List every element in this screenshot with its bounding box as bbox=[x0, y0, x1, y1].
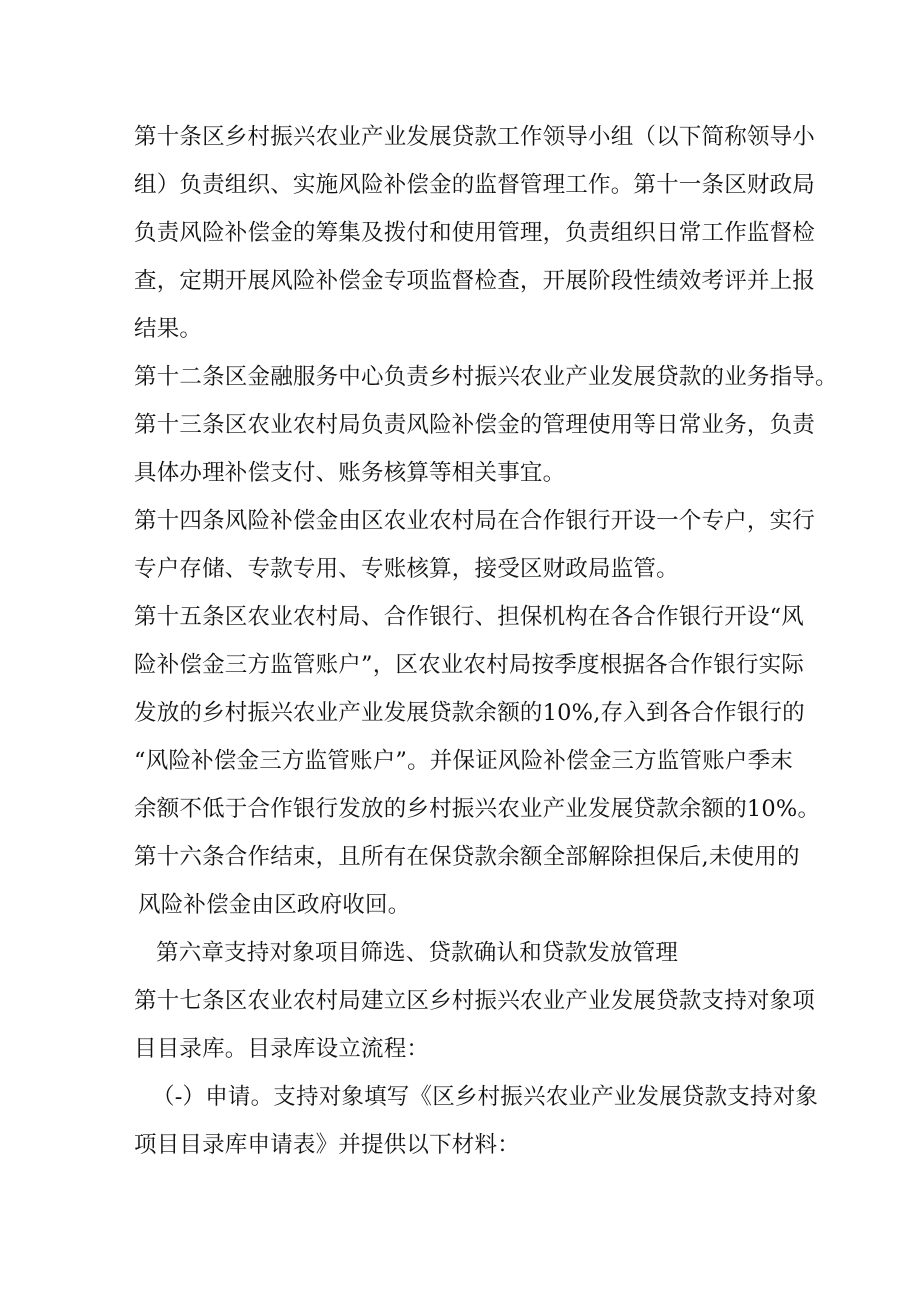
text-line: 第十二条区金融服务中心负责乡村振兴农业产业发展贷款的业务指导。 bbox=[134, 364, 838, 390]
text-line: 风险补偿金由区政府收回。 bbox=[138, 892, 411, 918]
text-line: 负责风险补偿金的筹集及拨付和使用管理，负责组织日常工作监督检 bbox=[134, 220, 816, 246]
text-line: 目目录库。目录库设立流程： bbox=[134, 1036, 430, 1062]
text-line: 查，定期开展风险补偿金专项监督检查，开展阶段性绩效考评并上报 bbox=[134, 268, 816, 294]
text-line: 第十七条区农业农村局建立区乡村振兴农业产业发展贷款支持对象项 bbox=[134, 988, 816, 1014]
text-line: 项目目录库申请表》并提供以下材料： bbox=[134, 1132, 520, 1158]
document-body bbox=[134, 113, 838, 1169]
text-line: 险补偿金三方监管账户”，区农业农村局按季度根据各合作银行实际 bbox=[134, 652, 805, 678]
chapter-heading: 第六章支持对象项目筛选、贷款确认和贷款发放管理 bbox=[156, 940, 679, 966]
text-line: 第十六条合作结束，且所有在保贷款余额全部解除担保后,未使用的 bbox=[134, 844, 800, 870]
text-line: 专户存储、专款专用、专账核算，接受区财政局监管。 bbox=[134, 556, 679, 582]
text-line: 发放的乡村振兴农业产业发展贷款余额的10%,存入到各合作银行的 bbox=[134, 700, 805, 726]
text-line: 结果。 bbox=[134, 316, 203, 342]
text-line: “风险补偿金三方监管账户”。并保证风险补偿金三方监管账户季末 bbox=[134, 748, 794, 774]
text-line: 第十四条风险补偿金由区农业农村局在合作银行开设一个专户，实行 bbox=[134, 508, 816, 534]
text-line: 组）负责组织、实施风险补偿金的监督管理工作。第十一条区财政局 bbox=[134, 172, 816, 198]
text-line: 第十条区乡村振兴农业产业发展贷款工作领导小组（以下简称领导小 bbox=[134, 124, 816, 150]
text-line: 第十五条区农业农村局、合作银行、担保机构在各合作银行开设“风 bbox=[134, 604, 805, 630]
text-line: 具体办理补偿支付、账务核算等相关事宜。 bbox=[134, 460, 566, 486]
text-line: 第十三条区农业农村局负责风险补偿金的管理使用等日常业务，负责 bbox=[134, 412, 816, 438]
text-line: （-）申请。支持对象填写《区乡村振兴农业产业发展贷款支持对象 bbox=[152, 1084, 819, 1110]
text-line: 余额不低于合作银行发放的乡村振兴农业产业发展贷款余额的10%。 bbox=[134, 796, 821, 822]
